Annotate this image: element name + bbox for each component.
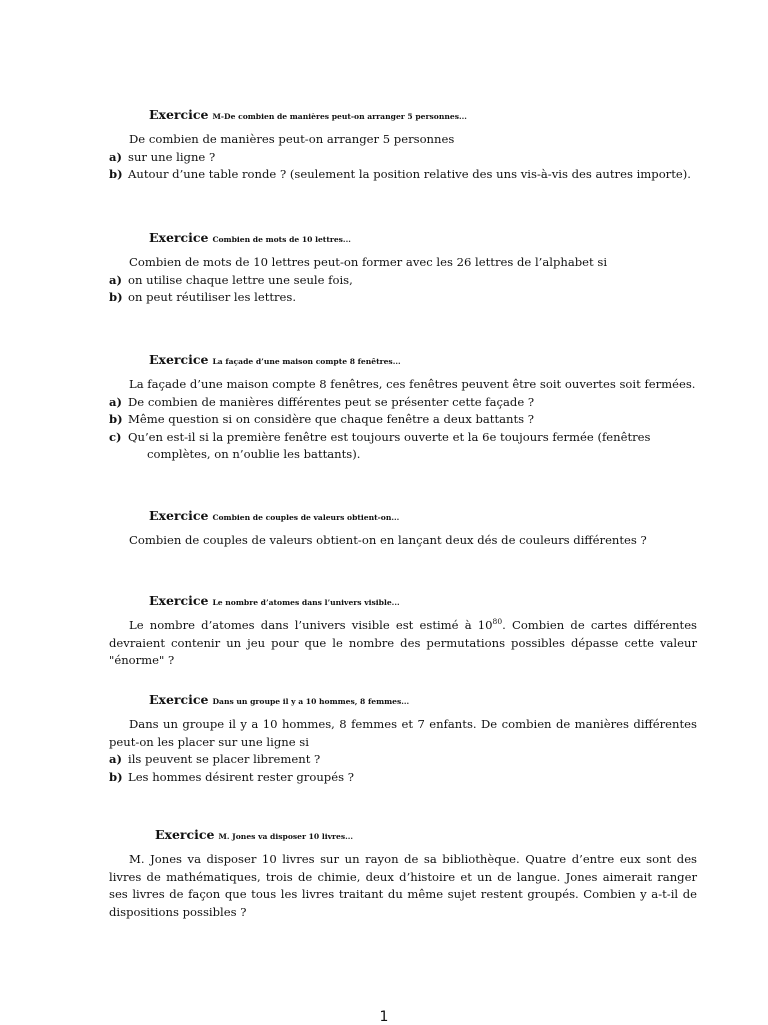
question-item (109, 429, 697, 464)
question-marker: b) (109, 412, 123, 426)
exercise-label: Exercice (149, 508, 209, 523)
question-item (109, 769, 697, 787)
question-item (109, 394, 697, 412)
exercise-label: Exercice (149, 593, 209, 608)
question-text: Les hommes désirent rester groupés ? (128, 769, 354, 784)
question-marker: a) (109, 149, 122, 164)
exercise-subtitle: Combien de couples de valeurs obtient-on... (212, 513, 400, 522)
question-item (109, 289, 697, 307)
exercise-label: Exercice (149, 107, 209, 122)
exercise-statement: Combien de mots de 10 lettres peut-on former avec les 26 lettres de l’alphabet si (129, 255, 608, 269)
question-marker: b) (109, 290, 123, 304)
exercise-statement: M. Jones va disposer 10 livres sur un rayon de sa bibliothèque. Quatre d’entre eux sont des livres de mathématiques, trois de chimie, deux d’histoire et un de langue. Jones aimerait ranger ses livres de façon que tous les livres traitant du même sujet restent groupés. Combien y a-t-il de dispositions possibles ? (109, 852, 697, 919)
exercise-statement (109, 617, 697, 670)
question-marker: b) (109, 167, 123, 181)
question-item (109, 149, 697, 167)
question-text: Autour d’une table ronde ? (seulement la position relative des uns vis-à-vis des autres importe). (128, 167, 691, 181)
exercise-subtitle: Dans un groupe il y a 10 hommes, 8 femmes... (212, 697, 410, 706)
exercise-subtitle: La façade d’une maison compte 8 fenêtres... (212, 357, 401, 366)
question-item (109, 166, 697, 184)
question-text: Qu’en est-il si la première fenêtre est toujours ouverte et la 6e toujours fermée (fenêtres complètes, on n’oublie les battants). (128, 429, 651, 461)
exercise-statement: La façade d’une maison compte 8 fenêtres, ces fenêtres peuvent être soit ouvertes soit fermées. (129, 377, 696, 391)
exercise-label: Exercice (149, 352, 209, 367)
question-text: De combien de manières différentes peut se présenter cette façade ? (128, 394, 535, 409)
question-marker: b) (109, 769, 123, 784)
exercise-title (109, 594, 697, 610)
exercise-5 (109, 594, 697, 670)
exercise-label: Exercice (149, 692, 209, 707)
question-text: Même question si on considère que chaque fenêtre a deux battants ? (128, 412, 534, 426)
exercise-subtitle: Le nombre d’atomes dans l’univers visible... (212, 598, 400, 607)
exercise-title (109, 353, 697, 369)
question-marker: c) (109, 429, 122, 444)
exercise-title (109, 231, 697, 247)
exercise-statement: De combien de manières peut-on arranger 5 personnes (129, 132, 455, 146)
question-text: ils peuvent se placer librement ? (128, 752, 321, 766)
question-marker: a) (109, 272, 122, 287)
exercise-subtitle: M-De combien de manières peut-on arranger 5 personnes... (212, 112, 467, 121)
exercise-4 (109, 509, 697, 550)
question-item (109, 411, 697, 429)
statement-text: . Combien de cartes différentes devraient contenir un jeu pour que le nombre des permutations possibles dépasse cette valeur "énorme" ? (109, 618, 698, 667)
exercise-title (109, 108, 697, 124)
exercise-6 (109, 693, 697, 786)
exercise-2 (109, 231, 697, 307)
question-marker: a) (109, 752, 122, 766)
question-marker: a) (109, 394, 122, 409)
exercise-subtitle: Combien de mots de 10 lettres... (212, 235, 351, 244)
exercise-statement: Combien de couples de valeurs obtient-on en lançant deux dés de couleurs différentes ? (129, 533, 647, 547)
exercise-label: Exercice (149, 230, 209, 245)
exercise-3 (109, 353, 697, 464)
question-text: sur une ligne ? (128, 149, 216, 164)
statement-text: Le nombre d’atomes dans l’univers visible est estimé à 10 (129, 618, 493, 632)
exercise-label: Exercice (155, 827, 215, 842)
exercise-1 (109, 108, 697, 184)
exercise-subtitle: M. Jones va disposer 10 livres... (218, 832, 354, 841)
exercise-title (109, 828, 697, 844)
question-item (109, 751, 697, 769)
exercise-7 (109, 828, 697, 921)
exercise-statement: Dans un groupe il y a 10 hommes, 8 femmes et 7 enfants. De combien de manières différentes peut-on les placer sur une ligne si (109, 717, 697, 749)
exercise-title (109, 693, 697, 709)
page-number: 1 (379, 1009, 389, 1025)
question-item (109, 272, 697, 290)
exponent: 80 (492, 617, 503, 627)
question-text: on peut réutiliser les lettres. (128, 290, 297, 304)
question-text: on utilise chaque lettre une seule fois, (128, 272, 353, 287)
exercise-title (109, 509, 697, 525)
